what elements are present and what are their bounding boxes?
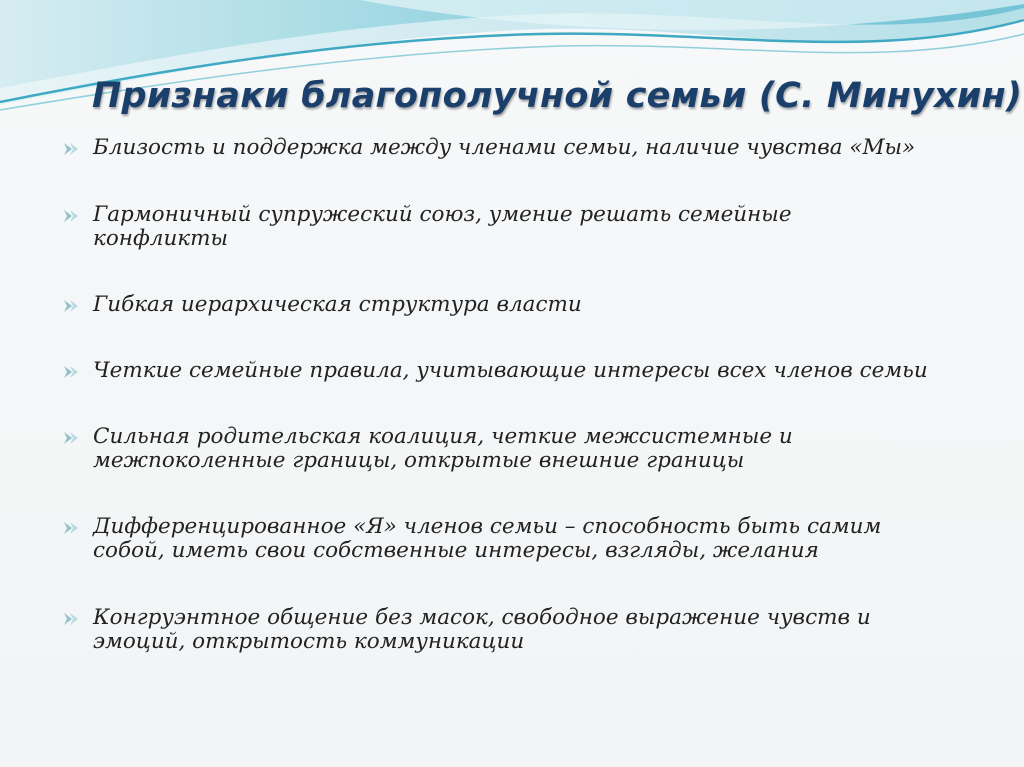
list-item-text: Гибкая иерархическая структура власти: [93, 292, 582, 317]
list-item-text: Дифференцированное «Я» членов семьи – способность быть самим собой, иметь свои собственные интересы, взгляды, желания: [93, 514, 882, 563]
arrow-bullet-icon: [62, 207, 80, 225]
arrow-bullet-icon: [62, 140, 80, 158]
arrow-bullet-icon: [62, 519, 80, 537]
list-item-text: Близость и поддержка между членами семьи, наличие чувства «Мы»: [93, 135, 916, 160]
list-item-text: Четкие семейные правила, учитывающие интересы всех членов семьи: [93, 358, 928, 383]
arrow-bullet-icon: [62, 610, 80, 628]
slide-title: Признаки благополучной семьи (С. Минухин): [92, 76, 1023, 116]
list-item-text: Гармоничный супружеский союз, умение решать семейные конфликты: [93, 202, 792, 251]
arrow-bullet-icon: [62, 363, 80, 381]
arrow-bullet-icon: [62, 429, 80, 447]
list-item-text: Сильная родительская коалиция, четкие межсистемные и межпоколенные границы, открытые внешние границы: [93, 424, 793, 473]
arrow-bullet-icon: [62, 297, 80, 315]
list-item-text: Конгруэнтное общение без масок, свободное выражение чувств и эмоций, открытость коммуникации: [93, 605, 871, 654]
